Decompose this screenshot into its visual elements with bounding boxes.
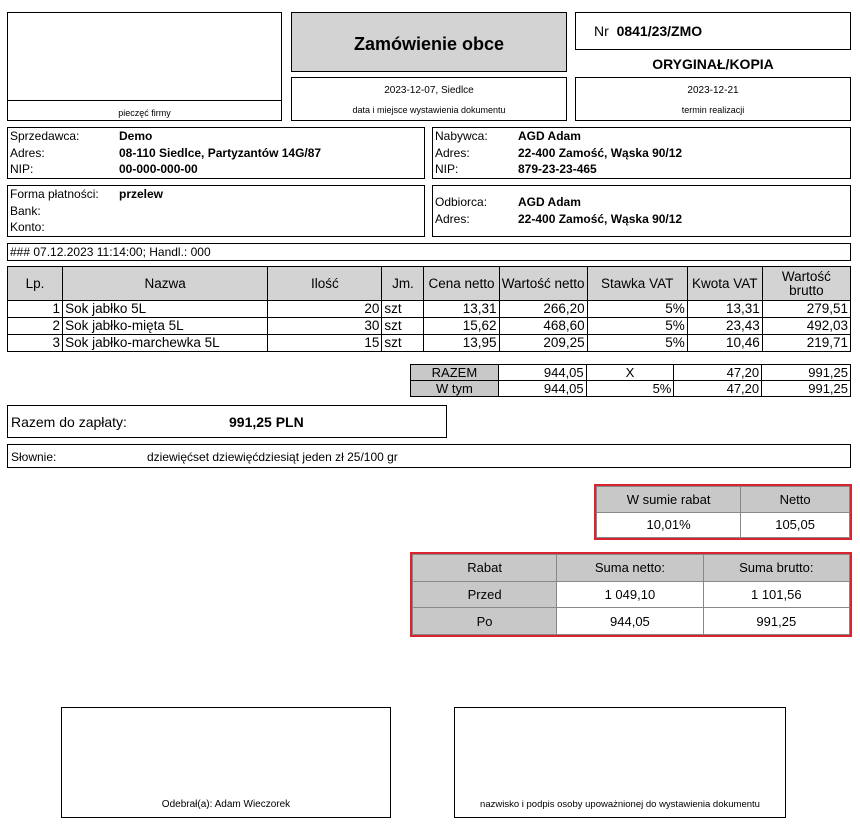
row-lp: 3 xyxy=(8,335,63,352)
payment-box xyxy=(7,185,425,237)
row-vat: 13,31 xyxy=(687,301,762,318)
row-lp: 1 xyxy=(8,301,63,318)
seller-nip: 00-000-000-00 xyxy=(119,162,198,176)
payment-form-label: Forma płatności: xyxy=(10,187,99,201)
row-gross: 219,71 xyxy=(762,335,850,352)
row-gross: 492,03 xyxy=(762,318,850,335)
seller-name: Demo xyxy=(119,129,153,143)
rabat-header-gross: Suma brutto: xyxy=(703,555,849,582)
seller-nip-label: NIP: xyxy=(10,162,34,176)
rabat-after-gross: 991,25 xyxy=(703,608,849,635)
rabat-after-net: 944,05 xyxy=(557,608,703,635)
row-name: Sok jabłko-mięta 5L xyxy=(63,318,268,335)
doc-number-box xyxy=(575,12,851,50)
buyer-name: AGD Adam xyxy=(518,129,581,143)
wtym-net: 944,05 xyxy=(498,381,586,397)
recipient-address: 22-400 Zamość, Wąska 90/12 xyxy=(518,212,683,226)
col-cena-netto: Cena netto xyxy=(424,267,499,301)
doc-title: Zamówienie obce xyxy=(353,34,505,54)
table-row xyxy=(8,318,851,335)
razem-rate: X xyxy=(586,365,674,381)
col-lp: Lp. xyxy=(8,267,63,301)
buyer-box xyxy=(432,127,851,179)
row-qty: 20 xyxy=(268,301,382,318)
discount-total-value: 10,01% xyxy=(597,512,741,538)
row-qty: 15 xyxy=(268,335,382,352)
recipient-box xyxy=(432,185,851,237)
discount-summary-box xyxy=(594,484,852,540)
seller-address: 08-110 Siedlce, Partyzantów 14G/87 xyxy=(119,146,322,160)
nr-prefix: Nr xyxy=(594,23,609,39)
summary-wtym-row xyxy=(411,381,851,397)
col-stawka-vat: Stawka VAT xyxy=(587,267,687,301)
in-words-label: Słownie: xyxy=(11,450,57,464)
due-value: 2023-12-21 xyxy=(687,85,739,96)
issue-value: 2023-12-07, Siedlce xyxy=(384,85,474,96)
stamp-label: pieczęć firmy xyxy=(118,108,171,118)
items-header-row xyxy=(8,267,851,301)
row-vat-rate: 5% xyxy=(587,301,687,318)
rabat-after-label: Po xyxy=(413,608,557,635)
rabat-header-row xyxy=(413,555,850,582)
col-jm: Jm. xyxy=(382,267,424,301)
row-gross: 279,51 xyxy=(762,301,850,318)
due-label: termin realizacji xyxy=(681,105,745,115)
due-date-box xyxy=(575,77,851,121)
wtym-label: W tym xyxy=(411,381,499,397)
buyer-addr-label: Adres: xyxy=(435,146,470,160)
razem-vat: 47,20 xyxy=(674,365,762,381)
col-kwota-vat: Kwota VAT xyxy=(687,267,762,301)
row-lp: 2 xyxy=(8,318,63,335)
items-table xyxy=(7,266,851,352)
discount-header-total: W sumie rabat xyxy=(597,487,741,513)
row-unit: szt xyxy=(382,318,424,335)
to-pay-value: 991,25 PLN xyxy=(229,414,304,430)
in-words-value: dziewięćset dziewięćdziesiąt jeden zł 25/100 gr xyxy=(147,450,398,464)
rabat-before-row xyxy=(413,581,850,608)
razem-net: 944,05 xyxy=(498,365,586,381)
rabat-after-row xyxy=(413,608,850,635)
wtym-rate: 5% xyxy=(586,381,674,397)
row-price: 13,95 xyxy=(424,335,499,352)
company-stamp-box xyxy=(7,12,282,121)
recipient-addr-label: Adres: xyxy=(435,212,470,226)
col-wartosc-brutto: Wartość brutto xyxy=(762,267,850,301)
rabat-before-net: 1 049,10 xyxy=(557,581,703,608)
row-name: Sok jabłko-marchewka 5L xyxy=(63,335,268,352)
row-vat: 10,46 xyxy=(687,335,762,352)
summary-table xyxy=(410,364,851,397)
payment-form: przelew xyxy=(119,187,164,201)
row-net: 266,20 xyxy=(499,301,587,318)
signature-received-label: Odebrał(a): Adam Wieczorek xyxy=(161,799,291,810)
signature-issuer-label: nazwisko i podpis osoby upoważnionej do wystawienia dokumentu xyxy=(480,799,760,810)
col-wartosc-netto: Wartość netto xyxy=(499,267,587,301)
discount-net-value: 105,05 xyxy=(741,512,850,538)
issue-label: data i miejsce wystawienia dokumentu xyxy=(352,105,506,115)
row-net: 468,60 xyxy=(499,318,587,335)
info-line-box xyxy=(7,243,851,261)
recipient-name: AGD Adam xyxy=(518,195,581,209)
row-unit: szt xyxy=(382,335,424,352)
doc-number xyxy=(594,23,702,39)
row-price: 15,62 xyxy=(424,318,499,335)
buyer-address: 22-400 Zamość, Wąska 90/12 xyxy=(518,146,683,160)
col-ilosc: Ilość xyxy=(268,267,382,301)
in-words-box xyxy=(7,444,851,468)
discount-value-row xyxy=(597,512,850,538)
discount-header-net: Netto xyxy=(741,487,850,513)
row-qty: 30 xyxy=(268,318,382,335)
row-unit: szt xyxy=(382,301,424,318)
account-label: Konto: xyxy=(10,220,45,234)
issue-date-box xyxy=(291,77,567,121)
title-box xyxy=(291,12,567,72)
razem-gross: 991,25 xyxy=(762,365,851,381)
row-price: 13,31 xyxy=(424,301,499,318)
signature-received-box xyxy=(61,707,391,818)
table-row xyxy=(8,335,851,352)
razem-label: RAZEM xyxy=(411,365,499,381)
col-nazwa: Nazwa xyxy=(63,267,268,301)
row-name: Sok jabłko 5L xyxy=(63,301,268,318)
rabat-header: Rabat xyxy=(413,555,557,582)
table-row xyxy=(8,301,851,318)
row-vat-rate: 5% xyxy=(587,335,687,352)
wtym-vat: 47,20 xyxy=(674,381,762,397)
seller-box xyxy=(7,127,425,179)
signature-issuer-box xyxy=(454,707,786,818)
seller-label: Sprzedawca: xyxy=(10,129,80,143)
discount-header-row xyxy=(597,487,850,513)
info-line: ### 07.12.2023 11:14:00; Handl.: 000 xyxy=(10,245,211,259)
buyer-nip-label: NIP: xyxy=(435,162,459,176)
rabat-box xyxy=(410,552,852,637)
summary-razem-row xyxy=(411,365,851,381)
nr-value: 0841/23/ZMO xyxy=(616,23,703,39)
original-copy-label: ORYGINAŁ/KOPIA xyxy=(652,56,774,72)
row-vat-rate: 5% xyxy=(587,318,687,335)
rabat-before-gross: 1 101,56 xyxy=(703,581,849,608)
rabat-before-label: Przed xyxy=(413,581,557,608)
buyer-nip: 879-23-23-465 xyxy=(518,162,597,176)
to-pay-box xyxy=(7,405,447,438)
seller-addr-label: Adres: xyxy=(10,146,45,160)
row-net: 209,25 xyxy=(499,335,587,352)
bank-label: Bank: xyxy=(10,204,41,218)
rabat-header-net: Suma netto: xyxy=(557,555,703,582)
wtym-gross: 991,25 xyxy=(762,381,851,397)
to-pay-label: Razem do zapłaty: xyxy=(11,414,127,430)
buyer-label: Nabywca: xyxy=(435,129,488,143)
recipient-label: Odbiorca: xyxy=(435,195,488,209)
row-vat: 23,43 xyxy=(687,318,762,335)
